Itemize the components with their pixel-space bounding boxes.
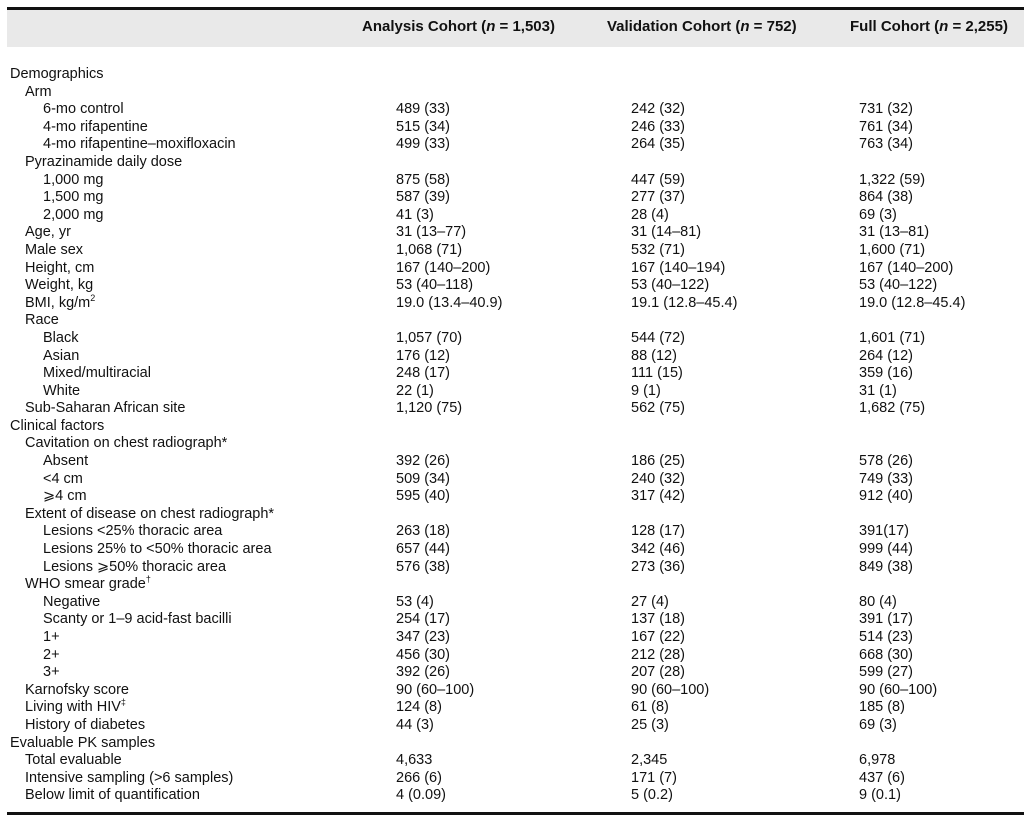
table-row (0, 576, 1024, 594)
table-row (0, 189, 1024, 207)
cell-col1: 167 (140–200) (396, 259, 491, 276)
cell-col1: 176 (12) (396, 347, 451, 364)
cell-col1: 22 (1) (396, 382, 434, 399)
cell-col1: 875 (58) (396, 171, 451, 188)
row-label: Lesions <25% thoracic area (43, 523, 223, 540)
cell-col3: 437 (6) (859, 769, 905, 786)
cell-col2: 273 (36) (631, 558, 686, 575)
cell-col2: 544 (72) (631, 329, 686, 346)
cell-col1: 1,068 (71) (396, 241, 463, 258)
cell-col1: 41 (3) (396, 206, 434, 223)
table-row (0, 136, 1024, 154)
table-row (0, 787, 1024, 805)
cell-col1: 392 (26) (396, 453, 451, 470)
table-row (0, 682, 1024, 700)
table-row (0, 66, 1024, 84)
row-label: Intensive sampling (>6 samples) (25, 769, 234, 786)
row-label: Arm (25, 83, 52, 100)
table-row (0, 559, 1024, 577)
cell-col3: 359 (16) (859, 365, 914, 382)
cell-col2: 167 (22) (631, 629, 686, 645)
table-body (0, 66, 1024, 805)
cell-col2: 317 (42) (631, 488, 686, 505)
row-label: Scanty or 1–9 acid-fast bacilli (43, 611, 232, 628)
table-row (0, 154, 1024, 172)
row-label: Race (25, 312, 59, 329)
cell-col1: 576 (38) (396, 558, 451, 575)
cell-col2: 532 (71) (631, 241, 686, 258)
table-row (0, 365, 1024, 383)
row-label: Lesions ⩾50% thoracic area (43, 558, 227, 575)
cell-col2: 31 (14–81) (631, 224, 702, 241)
table-row (0, 242, 1024, 260)
table-row (0, 541, 1024, 559)
cell-col3: 6,978 (859, 752, 896, 769)
cell-col3: 763 (34) (859, 136, 914, 153)
table-row (0, 418, 1024, 436)
row-label: Total evaluable (25, 752, 122, 769)
table-row (0, 207, 1024, 225)
cell-col2: 167 (140–194) (631, 259, 726, 276)
cell-col1: 587 (39) (396, 189, 451, 206)
cell-col3: 391(17) (859, 523, 909, 540)
cell-col1: 53 (40–118) (396, 277, 474, 294)
cell-col3: 69 (3) (859, 206, 897, 223)
header-full-cohort: Full Cohort (n = 2,255) (850, 18, 1008, 35)
table-row (0, 260, 1024, 278)
table-row (0, 699, 1024, 717)
cell-col1: 1,057 (70) (396, 329, 463, 346)
row-label: Extent of disease on chest radiograph* (25, 505, 275, 522)
table-row (0, 647, 1024, 665)
cell-col1: 90 (60–100) (396, 681, 475, 698)
row-label: 2+ (43, 646, 60, 663)
cell-col1: 509 (34) (396, 470, 451, 487)
table-row (0, 752, 1024, 770)
row-label: ⩾4 cm (43, 488, 87, 505)
cell-col2: 242 (32) (631, 101, 686, 118)
row-label: 4-mo rifapentine (43, 118, 148, 135)
cell-col2: 246 (33) (631, 118, 686, 135)
cell-col2: 5 (0.2) (631, 787, 673, 804)
table-row (0, 312, 1024, 330)
cell-col2: 277 (37) (631, 189, 686, 206)
table-row (0, 664, 1024, 682)
row-label: Weight, kg (25, 277, 94, 294)
row-label: <4 cm (43, 470, 83, 487)
row-label: Below limit of quantification (25, 787, 200, 804)
cell-col2: 61 (8) (631, 699, 669, 716)
cell-col2: 207 (28) (631, 664, 686, 681)
table-row (0, 506, 1024, 524)
cell-col2: 128 (17) (631, 523, 686, 540)
cell-col2: 562 (75) (631, 400, 686, 417)
cell-col2: 27 (4) (631, 593, 669, 610)
cell-col3: 31 (13–81) (859, 224, 930, 241)
table-row (0, 172, 1024, 190)
row-label: Negative (43, 593, 101, 610)
row-label: 1,000 mg (43, 171, 104, 188)
cell-col1: 657 (44) (396, 541, 451, 558)
cell-col3: 1,600 (71) (859, 241, 926, 258)
cell-col2: 28 (4) (631, 206, 669, 223)
header-analysis-cohort: Analysis Cohort (n = 1,503) (362, 18, 555, 35)
cell-col3: 90 (60–100) (859, 681, 938, 698)
table-row (0, 400, 1024, 418)
row-label: Mixed/multiracial (43, 365, 151, 382)
cell-col1: 53 (4) (396, 593, 434, 610)
cell-col1: 248 (17) (396, 365, 451, 382)
table-row (0, 471, 1024, 489)
cell-col2: 342 (46) (631, 541, 686, 558)
cell-col1: 4,633 (396, 752, 433, 769)
cell-col3: 514 (23) (859, 629, 914, 645)
cell-col2: 447 (59) (631, 171, 686, 188)
cell-col1: 595 (40) (396, 488, 451, 505)
cell-col1: 124 (8) (396, 699, 442, 716)
cell-col2: 240 (32) (631, 470, 686, 487)
row-label: Cavitation on chest radiograph* (25, 435, 228, 452)
cell-col3: 849 (38) (859, 558, 914, 575)
row-label: Living with HIV‡ (25, 697, 126, 716)
cell-col1: 392 (26) (396, 664, 451, 681)
cell-col3: 19.0 (12.8–45.4) (859, 294, 966, 311)
cell-col1: 4 (0.09) (396, 787, 446, 804)
cell-col2: 19.1 (12.8–45.4) (631, 294, 738, 311)
cell-col1: 263 (18) (396, 523, 451, 540)
cell-col1: 44 (3) (396, 716, 434, 733)
cell-col3: 31 (1) (859, 382, 897, 399)
row-label: 4-mo rifapentine–moxifloxacin (43, 136, 236, 153)
table-row (0, 224, 1024, 242)
cell-col3: 69 (3) (859, 716, 897, 733)
row-label: Pyrazinamide daily dose (25, 153, 183, 170)
row-label: 6-mo control (43, 101, 124, 118)
cell-col3: 999 (44) (859, 541, 914, 558)
cell-col2: 186 (25) (631, 453, 686, 470)
cell-col2: 137 (18) (631, 611, 686, 628)
cell-col2: 212 (28) (631, 646, 686, 663)
table-row (0, 84, 1024, 102)
cell-col3: 80 (4) (859, 593, 897, 610)
table-row (0, 119, 1024, 137)
row-label: Absent (43, 453, 89, 470)
cell-col2: 264 (35) (631, 136, 686, 153)
cell-col1: 19.0 (13.4–40.9) (396, 294, 503, 311)
row-label: Evaluable PK samples (10, 734, 156, 751)
cell-col1: 489 (33) (396, 101, 451, 118)
row-label: 1,500 mg (43, 189, 104, 206)
row-label: Clinical factors (10, 417, 105, 434)
cell-col3: 912 (40) (859, 488, 914, 505)
table-row (0, 488, 1024, 506)
cell-col2: 171 (7) (631, 769, 677, 786)
cell-col2: 90 (60–100) (631, 681, 710, 698)
cell-col1: 515 (34) (396, 118, 451, 135)
cell-col3: 749 (33) (859, 470, 914, 487)
cell-col3: 578 (26) (859, 453, 914, 470)
cell-col2: 9 (1) (631, 382, 661, 399)
row-label: Lesions 25% to <50% thoracic area (43, 541, 272, 558)
cell-col2: 25 (3) (631, 716, 669, 733)
row-label: Karnofsky score (25, 681, 129, 698)
table-row (0, 717, 1024, 735)
cell-col3: 167 (140–200) (859, 259, 954, 276)
table-row (0, 770, 1024, 788)
cell-col3: 731 (32) (859, 101, 914, 118)
row-label: Male sex (25, 241, 84, 258)
cell-col1: 266 (6) (396, 769, 442, 786)
table-bottom-rule (7, 812, 1024, 815)
cell-col3: 599 (27) (859, 664, 914, 681)
table-row (0, 277, 1024, 295)
table-row (0, 523, 1024, 541)
cell-col1: 1,120 (75) (396, 400, 463, 417)
row-label: Asian (43, 347, 80, 364)
cell-col3: 668 (30) (859, 646, 914, 663)
row-label: Height, cm (25, 259, 95, 276)
table-row (0, 735, 1024, 753)
row-label: 2,000 mg (43, 206, 104, 223)
cell-col1: 456 (30) (396, 646, 451, 663)
cell-col3: 1,601 (71) (859, 329, 926, 346)
table-row (0, 101, 1024, 119)
row-label: White (43, 382, 81, 399)
cell-col1: 31 (13–77) (396, 224, 467, 241)
cell-col2: 111 (15) (631, 365, 683, 382)
cell-col3: 1,322 (59) (859, 171, 926, 188)
table-row (0, 629, 1024, 647)
table-row (0, 330, 1024, 348)
cell-col3: 391 (17) (859, 611, 914, 628)
table-row (0, 383, 1024, 401)
row-label: WHO smear grade† (25, 574, 151, 593)
row-label: Sub-Saharan African site (25, 400, 186, 417)
cell-col3: 9 (0.1) (859, 787, 901, 804)
cell-col2: 88 (12) (631, 347, 677, 364)
cell-col2: 53 (40–122) (631, 277, 710, 294)
cell-col3: 864 (38) (859, 189, 914, 206)
cell-col3: 1,682 (75) (859, 400, 926, 417)
row-label: 3+ (43, 664, 60, 681)
cell-col1: 254 (17) (396, 611, 451, 628)
table-row (0, 292, 1024, 313)
cell-col1: 499 (33) (396, 136, 451, 153)
row-label: Demographics (10, 66, 104, 82)
row-label: BMI, $kg/m^2$ (25, 292, 96, 311)
table-row (0, 611, 1024, 629)
row-label: History of diabetes (25, 716, 146, 733)
row-label: Black (43, 329, 79, 346)
table-row (0, 435, 1024, 453)
cell-col3: 185 (8) (859, 699, 905, 716)
table-row (0, 348, 1024, 366)
table-row (0, 594, 1024, 612)
cell-col3: 53 (40–122) (859, 277, 938, 294)
table-row (0, 453, 1024, 471)
cell-col3: 761 (34) (859, 118, 914, 135)
header-validation-cohort: Validation Cohort (n = 752) (607, 18, 797, 35)
row-label: Age, yr (25, 224, 71, 241)
cell-col3: 264 (12) (859, 347, 914, 364)
cell-col1: 347 (23) (396, 629, 451, 645)
cell-col2: 2,345 (631, 752, 668, 769)
row-label: 1+ (43, 629, 60, 645)
